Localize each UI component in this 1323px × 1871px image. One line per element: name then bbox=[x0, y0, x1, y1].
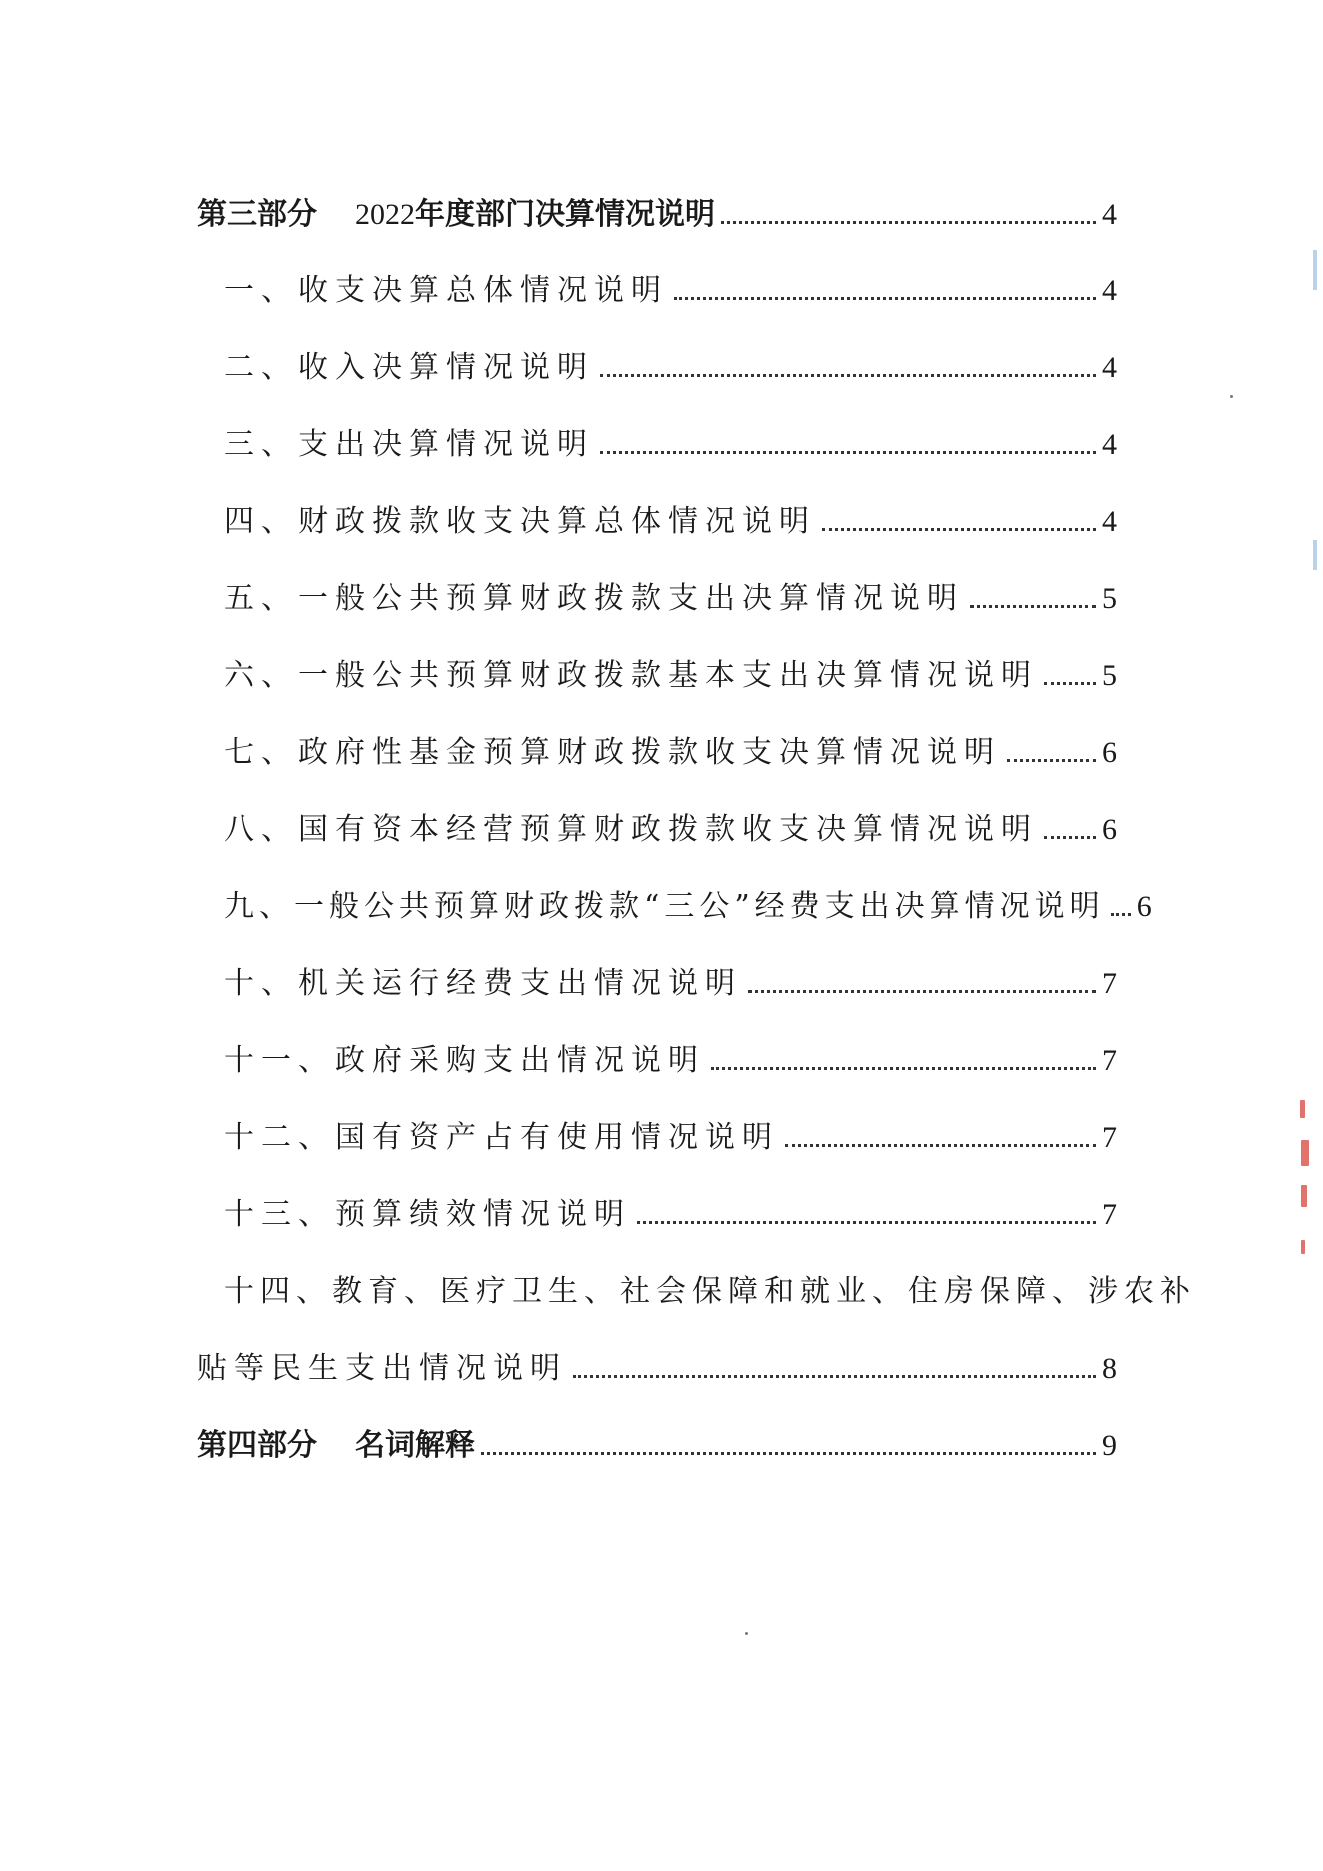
scan-edge-mark bbox=[1313, 250, 1317, 290]
toc-part-4[interactable] bbox=[197, 1426, 1117, 1466]
toc-item-label: 四、财政拨款收支决算总体情况说明 bbox=[224, 504, 816, 539]
toc-item-label: 六、一般公共预算财政拨款基本支出决算情况说明 bbox=[224, 658, 1038, 693]
toc-item-3[interactable] bbox=[224, 425, 1117, 465]
seal-fragment bbox=[1301, 1240, 1305, 1254]
toc-item-label: 十二、国有资产占有使用情况说明 bbox=[224, 1120, 779, 1155]
toc-page-number: 4 bbox=[1102, 351, 1117, 384]
toc-item-label: 八、国有资本经营预算财政拨款收支决算情况说明 bbox=[224, 812, 1038, 847]
toc-item-label: 三、支出决算情况说明 bbox=[224, 427, 594, 462]
toc-item-6[interactable] bbox=[224, 656, 1117, 696]
toc-item-11[interactable] bbox=[224, 1041, 1117, 1081]
toc-page-number: 5 bbox=[1102, 659, 1117, 692]
toc-item-1[interactable] bbox=[224, 271, 1117, 311]
toc-item-7[interactable] bbox=[224, 733, 1117, 773]
dot-leader bbox=[573, 1375, 1096, 1378]
dot-leader bbox=[970, 605, 1096, 608]
toc-item-5[interactable] bbox=[224, 579, 1117, 619]
toc-item-2[interactable] bbox=[224, 348, 1117, 388]
toc-item-label: 十一、政府采购支出情况说明 bbox=[224, 1043, 705, 1078]
dot-leader bbox=[674, 297, 1096, 300]
toc-item-10[interactable] bbox=[224, 964, 1117, 1004]
toc-part-3-label: 第三部分 2022年度部门决算情况说明 bbox=[197, 197, 715, 232]
scan-edge-mark bbox=[1313, 540, 1317, 570]
toc-page-number: 4 bbox=[1102, 274, 1117, 307]
scan-speck bbox=[745, 1632, 748, 1635]
dot-leader bbox=[785, 1144, 1096, 1147]
toc-part-3[interactable] bbox=[197, 195, 1117, 235]
dot-leader bbox=[637, 1221, 1096, 1224]
dot-leader bbox=[600, 451, 1096, 454]
toc-item-13[interactable] bbox=[224, 1195, 1117, 1235]
toc-page-number: 9 bbox=[1102, 1429, 1117, 1462]
dot-leader bbox=[1044, 682, 1096, 685]
dot-leader bbox=[748, 990, 1096, 993]
dot-leader bbox=[600, 374, 1096, 377]
toc-page-number: 7 bbox=[1102, 1198, 1117, 1231]
toc-page-number: 6 bbox=[1102, 813, 1117, 846]
toc-item-label: 贴等民生支出情况说明 bbox=[197, 1351, 567, 1386]
toc-item-14-line-1[interactable]: 十四、教育、医疗卫生、社会保障和就业、住房保障、涉农补 bbox=[224, 1274, 1196, 1309]
toc-item-12[interactable] bbox=[224, 1118, 1117, 1158]
toc-item-label: 五、一般公共预算财政拨款支出决算情况说明 bbox=[224, 581, 964, 616]
seal-fragment bbox=[1301, 1140, 1309, 1166]
scan-speck bbox=[1230, 395, 1233, 398]
toc-page-number: 7 bbox=[1102, 967, 1117, 1000]
toc-item-label: 十三、预算绩效情况说明 bbox=[224, 1197, 631, 1232]
dot-leader bbox=[1044, 836, 1096, 839]
toc-item-label: 十、机关运行经费支出情况说明 bbox=[224, 966, 742, 1001]
toc-item-label: 二、收入决算情况说明 bbox=[224, 350, 594, 385]
toc-page-number: 5 bbox=[1102, 582, 1117, 615]
toc-part-4-label: 第四部分 名词解释 bbox=[197, 1428, 475, 1463]
toc-item-4[interactable] bbox=[224, 502, 1117, 542]
toc-page-number: 7 bbox=[1102, 1044, 1117, 1077]
toc-page-number: 4 bbox=[1102, 198, 1117, 231]
toc-item-label: 七、政府性基金预算财政拨款收支决算情况说明 bbox=[224, 735, 1001, 770]
toc-page-number: 4 bbox=[1102, 428, 1117, 461]
toc-page-number: 7 bbox=[1102, 1121, 1117, 1154]
toc-page-number: 8 bbox=[1102, 1352, 1117, 1385]
dot-leader bbox=[711, 1067, 1096, 1070]
toc-item-14[interactable] bbox=[197, 1349, 1117, 1389]
dot-leader bbox=[822, 528, 1096, 531]
seal-fragment bbox=[1301, 1185, 1307, 1207]
toc-item-label: 一、收支决算总体情况说明 bbox=[224, 273, 668, 308]
toc-page-number: 6 bbox=[1136, 890, 1152, 923]
toc-item-9[interactable] bbox=[224, 887, 1152, 927]
toc-item-label: 九、一般公共预算财政拨款“三公”经费支出决算情况说明 bbox=[224, 889, 1105, 924]
dot-leader bbox=[721, 221, 1096, 224]
dot-leader bbox=[1111, 913, 1131, 916]
seal-fragment bbox=[1300, 1100, 1305, 1118]
dot-leader bbox=[481, 1452, 1096, 1455]
toc-item-8[interactable] bbox=[224, 810, 1117, 850]
dot-leader bbox=[1007, 759, 1096, 762]
toc-page-number: 6 bbox=[1102, 736, 1117, 769]
toc-page-number: 4 bbox=[1102, 505, 1117, 538]
